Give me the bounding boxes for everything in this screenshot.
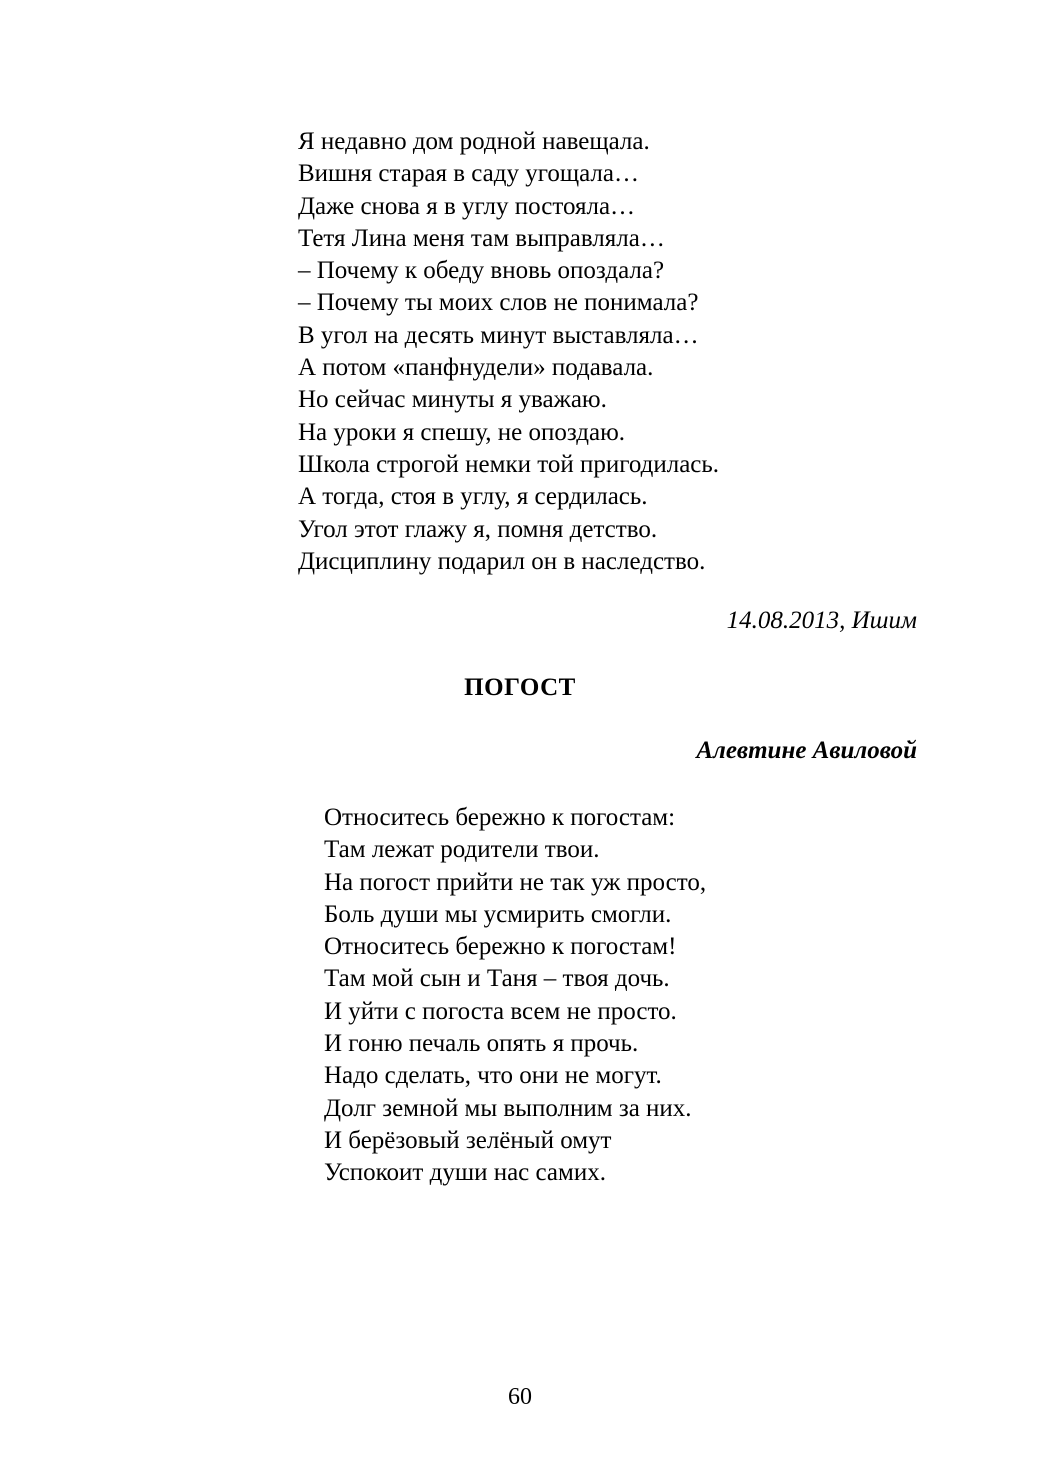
poem-line: Успокоит души нас самих. — [324, 1159, 606, 1187]
page-number: 60 — [508, 1384, 532, 1410]
poem-line: Но сейчас минуты я уважаю. — [298, 386, 607, 414]
poem-dedication: Алевтине Авиловой — [696, 737, 917, 764]
poem-line: Относитесь бережно к погостам! — [324, 933, 677, 961]
poem-line: Относитесь бережно к погостам: — [324, 804, 676, 831]
poem-line: И уйти с погоста всем не просто. — [324, 997, 677, 1025]
poem-line: Там лежат родители твои. — [324, 836, 600, 864]
poem-line: – Почему ты моих слов не понимала? — [298, 289, 699, 317]
poem-date-place: 14.08.2013, Ишим — [726, 607, 917, 634]
poem-line: А потом «панфнудели» подавала. — [298, 354, 654, 382]
poem-line: На погост прийти не так уж просто, — [324, 868, 707, 896]
poem-line: – Почему к обеду вновь опоздала? — [298, 257, 665, 285]
poem-title: ПОГОСТ — [464, 674, 576, 701]
poem-line: А тогда, стоя в углу, я сердилась. — [298, 483, 648, 511]
poem-line: Тетя Лина меня там выправляла… — [298, 224, 665, 252]
poem-line: И берёзовый зелёный омут — [324, 1126, 612, 1154]
poem-line: Надо сделать, что они не могут. — [324, 1062, 662, 1090]
poem-line: Боль души мы усмирить смогли. — [324, 900, 672, 928]
poem-line: В угол на десять минут выставляла… — [298, 321, 699, 349]
poem-line: Долг земной мы выполним за них. — [324, 1094, 692, 1122]
poem-line: На уроки я спешу, не опоздаю. — [298, 418, 626, 446]
poem-line: Дисциплину подарил он в наследство. — [298, 547, 706, 575]
poem-first — [298, 126, 719, 578]
poem-line: Вишня старая в саду угощала… — [298, 160, 639, 188]
poem-line: И гоню печаль опять я прочь. — [324, 1030, 639, 1058]
poem-line: Угол этот глажу я, помня детство. — [298, 515, 658, 543]
poem-line: Даже снова я в углу постояла… — [298, 192, 636, 220]
poem-line: Школа строгой немки той пригодилась. — [298, 450, 720, 478]
poem-line: Я недавно дом родной навещала. — [298, 128, 650, 155]
poem-second — [324, 802, 706, 1190]
poem-line: Там мой сын и Таня – твоя дочь. — [324, 965, 670, 993]
